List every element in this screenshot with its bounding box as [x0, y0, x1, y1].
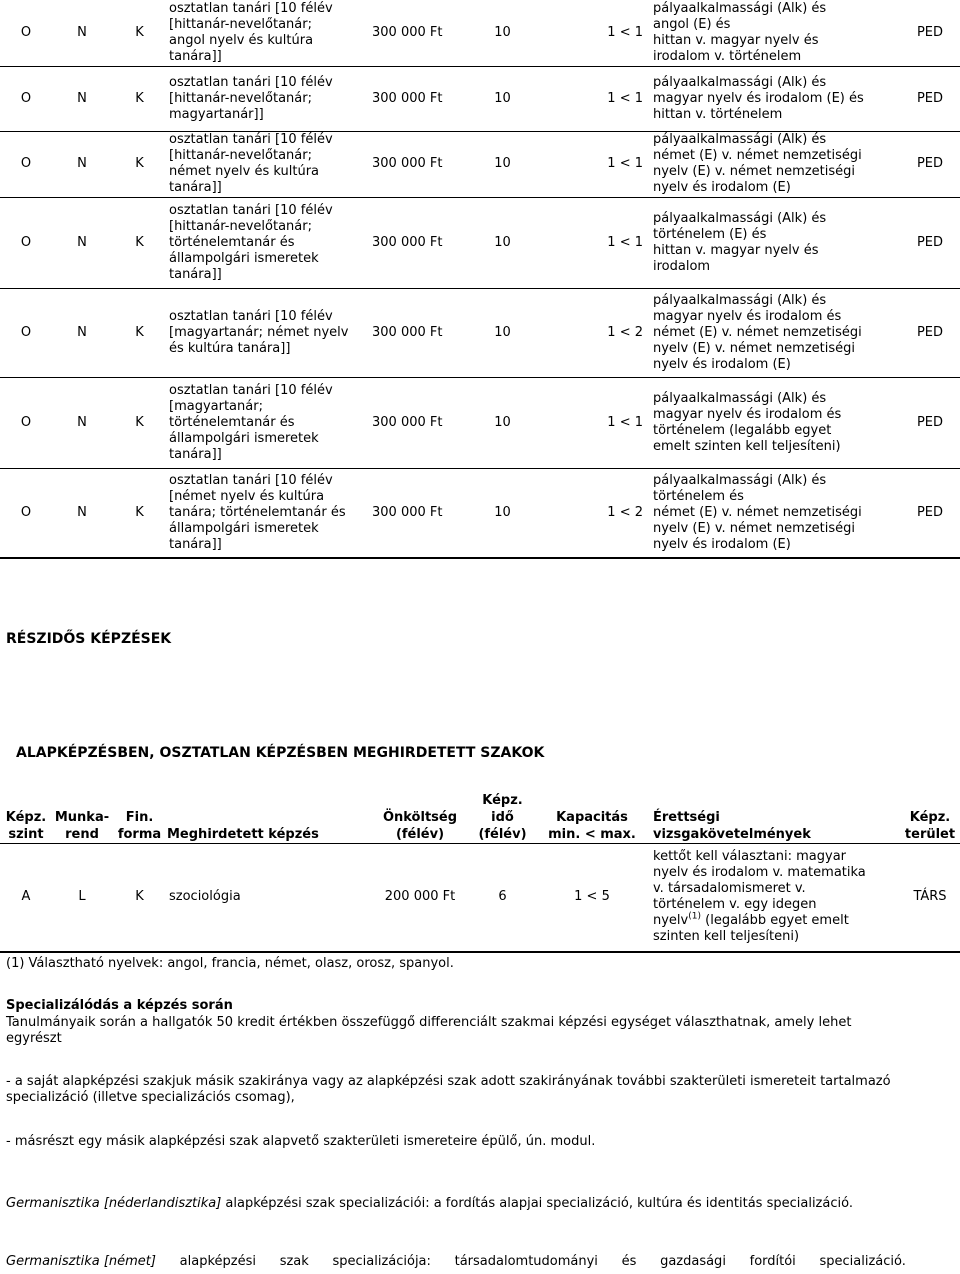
kepzes-line: történelemtanár és — [169, 234, 295, 250]
cell-munkarend: N — [52, 377, 112, 468]
erettsegi-line: pályaalkalmassági (Alk) és — [653, 292, 827, 308]
table-row — [0, 288, 960, 377]
erettsegi-line: magyar nyelv és irodalom (E) és — [653, 90, 864, 106]
erettsegi-line: történelem v. egy idegen — [653, 897, 817, 913]
kepzes-line: tanára]] — [169, 446, 222, 462]
program-name-italic: Germanisztika [néderlandisztika] — [6, 1196, 222, 1211]
footnote-marker: (1) — [688, 911, 701, 922]
cell-onkoltseg: 300 000 Ft — [370, 66, 470, 131]
table-row — [0, 0, 960, 66]
table-row — [0, 66, 960, 131]
cell-kepzes — [167, 288, 370, 377]
kepzes-line: tanára]] — [169, 536, 222, 552]
cell-ido: 10 — [470, 66, 535, 131]
cell-munkarend: N — [52, 197, 112, 288]
specialization-option-1: - a saját alapképzési szakjuk másik szakiránya vagy az alapképzési szak adott szakirányának további szakterületi ismereteit tartalmazó specializáció (illetve specializációs csomag), — [6, 1074, 891, 1105]
table-row — [0, 468, 960, 558]
kepzes-line: [magyartanár; — [169, 398, 263, 414]
erettsegi-line: magyar nyelv és irodalom és — [653, 308, 842, 324]
cell-kapacitas: 1 < 2 — [535, 288, 649, 377]
cell-forma: K — [112, 288, 167, 377]
erettsegi-line: nyelv (E) v. német nemzetiségi — [653, 340, 856, 356]
cell-szint: A — [0, 844, 52, 952]
cell-erettsegi — [649, 468, 900, 558]
cell-szint: O — [0, 288, 52, 377]
erettsegi-line: nyelv (E) v. német nemzetiségi — [653, 164, 856, 179]
kepzes-line: tanára]] — [169, 180, 222, 195]
cell-erettsegi — [649, 197, 900, 288]
cell-szint: O — [0, 377, 52, 468]
cell-munkarend: N — [52, 66, 112, 131]
cell-ido: 10 — [470, 288, 535, 377]
cell-onkoltseg: 300 000 Ft — [370, 0, 470, 66]
cell-forma: K — [112, 468, 167, 558]
specialization-body: Tanulmányaik során a hallgatók 50 kredit értékben összefüggő differenciált szakmai képzési egységet választhatnak, amely lehet egyrészt — [6, 1015, 852, 1046]
cell-erettsegi — [649, 66, 900, 131]
erettsegi-line: német (E) v. német nemzetiségi — [653, 504, 862, 520]
erettsegi-line: nyelv$^{(1)}$ (legalább egyet emelt — [653, 911, 849, 929]
paragraph-word: gazdasági — [660, 1254, 726, 1269]
cell-ido: 10 — [470, 131, 535, 197]
header-onkoltseg: Önköltség (félév) — [370, 792, 470, 844]
kepzes-line: állampolgári ismeretek — [169, 250, 319, 266]
kepzes-line: [magyartanár; német nyelv — [169, 324, 349, 340]
cell-terulet: PED — [900, 468, 960, 558]
erettsegi-line: német (E) v. német nemzetiségi — [653, 148, 862, 163]
header-forma: Fin. forma — [112, 792, 167, 844]
cell-ido: 10 — [470, 468, 535, 558]
cell-kapacitas: 1 < 5 — [535, 844, 649, 952]
cell-forma: K — [112, 844, 167, 952]
cell-terulet: PED — [900, 0, 960, 66]
kepzes-line: magyartanár]] — [169, 106, 264, 122]
erettsegi-line: történelem (E) és — [653, 226, 767, 242]
cell-terulet: PED — [900, 288, 960, 377]
cell-kapacitas: 1 < 1 — [535, 131, 649, 197]
cell-szint: O — [0, 66, 52, 131]
header-kapacitas: Kapacitás min. < max. — [535, 792, 649, 844]
cell-szint: O — [0, 0, 52, 66]
kepzes-line: állampolgári ismeretek — [169, 520, 319, 536]
header-ido: Képz. idő (félév) — [470, 792, 535, 844]
kepzes-line: osztatlan tanári [10 félév — [169, 308, 333, 324]
cell-onkoltseg: 300 000 Ft — [370, 468, 470, 558]
erettsegi-line: pályaalkalmassági (Alk) és — [653, 390, 827, 406]
table-row — [0, 197, 960, 288]
erettsegi-line: magyar nyelv és irodalom és — [653, 406, 842, 422]
table-row — [0, 377, 960, 468]
kepzes-line: osztatlan tanári [10 félév — [169, 202, 333, 218]
cell-terulet: PED — [900, 131, 960, 197]
cell-ido: 6 — [470, 844, 535, 952]
cell-szint: O — [0, 131, 52, 197]
erettsegi-line: nyelv és irodalom (E) — [653, 356, 791, 372]
paragraph-word: és — [621, 1254, 637, 1269]
cell-onkoltseg: 300 000 Ft — [370, 377, 470, 468]
table-row — [0, 844, 960, 952]
section-heading-reszidos: RÉSZIDŐS KÉPZÉSEK — [6, 631, 172, 647]
paragraph-word: szak — [279, 1254, 309, 1269]
cell-kepzes — [167, 0, 370, 66]
paragraph-word: specializációja: — [332, 1254, 431, 1269]
kepzes-line: [hittanár-nevelőtanár; — [169, 16, 312, 32]
cell-onkoltseg: 300 000 Ft — [370, 197, 470, 288]
erettsegi-line: pályaalkalmassági (Alk) és — [653, 74, 827, 90]
kepzes-line: tanára; történelemtanár és — [169, 504, 346, 520]
erettsegi-line: pályaalkalmassági (Alk) és — [653, 472, 827, 488]
erettsegi-line: kettőt kell választani: magyar — [653, 849, 847, 865]
cell-onkoltseg: 300 000 Ft — [370, 288, 470, 377]
kepzes-line: tanára]] — [169, 266, 222, 282]
cell-ido: 10 — [470, 197, 535, 288]
erettsegi-line: nyelv (E) v. német nemzetiségi — [653, 520, 856, 536]
cell-forma: K — [112, 0, 167, 66]
cell-kapacitas: 1 < 2 — [535, 468, 649, 558]
header-erettsegi: Érettségi vizsgakövetelmények — [649, 792, 900, 844]
cell-kapacitas: 1 < 1 — [535, 377, 649, 468]
kepzes-line: német nyelv és kultúra — [169, 164, 320, 179]
erettsegi-line: pályaalkalmassági (Alk) és — [653, 132, 827, 147]
erettsegi-line: irodalom — [653, 258, 711, 274]
cell-erettsegi — [649, 131, 900, 197]
cell-terulet: PED — [900, 66, 960, 131]
header-munkarend: Munka- rend — [52, 792, 112, 844]
cell-erettsegi — [649, 377, 900, 468]
erettsegi-line: v. társadalomismeret v. — [653, 881, 806, 897]
cell-kapacitas: 1 < 1 — [535, 197, 649, 288]
kepzes-line: történelemtanár és — [169, 414, 295, 430]
germanisztika-nederlandisztika-paragraph — [6, 1196, 906, 1212]
cell-terulet: PED — [900, 377, 960, 468]
kepzes-line: [hittanár-nevelőtanár; — [169, 218, 312, 234]
erettsegi-line: hittan v. magyar nyelv és — [653, 242, 819, 258]
cell-kepzes: szociológia — [167, 844, 370, 952]
kepzes-line: osztatlan tanári [10 félév — [169, 382, 333, 398]
erettsegi-line: szinten kell teljesíteni) — [653, 929, 800, 945]
cell-kapacitas: 1 < 1 — [535, 0, 649, 66]
erettsegi-line: nyelv és irodalom (E) — [653, 536, 791, 552]
erettsegi-line: történelem (legalább egyet — [653, 422, 832, 438]
cell-szint: O — [0, 197, 52, 288]
header-terulet: Képz. terület — [900, 792, 960, 844]
cell-erettsegi — [649, 844, 900, 952]
footnote-languages: (1) Választható nyelvek: angol, francia, német, olasz, orosz, spanyol. — [6, 956, 454, 971]
cell-ido: 10 — [470, 377, 535, 468]
cell-kepzes — [167, 131, 370, 197]
cell-forma: K — [112, 197, 167, 288]
paragraph-text: alapképzési szak specializációi: a fordítás alapjai specializáció, kultúra és identitás specializáció. — [221, 1196, 853, 1211]
specialization-option-2: - másrészt egy másik alapképzési szak alapvető szakterületi ismereteire épülő, ún. modul. — [6, 1134, 596, 1149]
cell-forma: K — [112, 377, 167, 468]
cell-munkarend: N — [52, 0, 112, 66]
kepzes-line: [hittanár-nevelőtanár; — [169, 148, 312, 163]
erettsegi-line: hittan v. magyar nyelv és — [653, 32, 819, 48]
cell-munkarend: N — [52, 288, 112, 377]
cell-munkarend: N — [52, 468, 112, 558]
paragraph-word: társadalomtudományi — [454, 1254, 598, 1269]
specialization-title: Specializálódás a képzés során — [6, 998, 233, 1013]
cell-ido: 10 — [470, 0, 535, 66]
erettsegi-line: történelem és — [653, 488, 744, 504]
cell-erettsegi — [649, 0, 900, 66]
kepzes-line: [hittanár-nevelőtanár; — [169, 90, 312, 106]
paragraph-word: fordítói — [749, 1254, 796, 1269]
erettsegi-line: angol (E) és — [653, 16, 731, 32]
paragraph-word: alapképzési — [179, 1254, 256, 1269]
erettsegi-line: német (E) v. német nemzetiségi — [653, 324, 862, 340]
cell-forma: K — [112, 131, 167, 197]
top-program-table — [0, 0, 960, 559]
cell-kepzes — [167, 197, 370, 288]
cell-kepzes — [167, 66, 370, 131]
cell-szint: O — [0, 468, 52, 558]
header-kepzes: Meghirdetett képzés — [167, 792, 370, 844]
erettsegi-line: irodalom v. történelem — [653, 48, 802, 64]
erettsegi-line: pályaalkalmassági (Alk) és — [653, 210, 827, 226]
cell-forma: K — [112, 66, 167, 131]
cell-munkarend: N — [52, 131, 112, 197]
kepzes-line: osztatlan tanári [10 félév — [169, 472, 333, 488]
erettsegi-line: emelt szinten kell teljesíteni) — [653, 438, 841, 454]
program-name-italic: Germanisztika [német] — [6, 1254, 156, 1269]
erettsegi-line: nyelv és irodalom v. matematika — [653, 865, 866, 881]
kepzes-line: tanára]] — [169, 48, 222, 64]
cell-kapacitas: 1 < 1 — [535, 66, 649, 131]
kepzes-line: osztatlan tanári [10 félév — [169, 74, 333, 90]
germanisztika-nemet-paragraph — [6, 1254, 906, 1270]
cell-terulet: TÁRS — [900, 844, 960, 952]
paragraph-word: specializáció. — [819, 1254, 906, 1269]
table-header-row — [0, 792, 960, 844]
header-szint: Képz. szint — [0, 792, 52, 844]
erettsegi-line: nyelv és irodalom (E) — [653, 180, 791, 195]
erettsegi-line: pályaalkalmassági (Alk) és — [653, 0, 827, 16]
cell-onkoltseg: 300 000 Ft — [370, 131, 470, 197]
sociologia-program-table — [0, 792, 960, 953]
cell-erettsegi — [649, 288, 900, 377]
kepzes-line: osztatlan tanári [10 félév — [169, 132, 333, 147]
cell-munkarend: L — [52, 844, 112, 952]
kepzes-line: osztatlan tanári [10 félév — [169, 0, 333, 16]
erettsegi-line: hittan v. történelem — [653, 106, 783, 122]
cell-terulet: PED — [900, 197, 960, 288]
kepzes-line: és kultúra tanára]] — [169, 340, 291, 356]
cell-kepzes — [167, 468, 370, 558]
section-heading-alapkepzes: ALAPKÉPZÉSBEN, OSZTATLAN KÉPZÉSBEN MEGHIRDETETT SZAKOK — [16, 745, 545, 761]
kepzes-line: állampolgári ismeretek — [169, 430, 319, 446]
cell-kepzes — [167, 377, 370, 468]
table-row — [0, 131, 960, 197]
cell-onkoltseg: 200 000 Ft — [370, 844, 470, 952]
kepzes-line: angol nyelv és kultúra — [169, 32, 314, 48]
kepzes-line: [német nyelv és kultúra — [169, 488, 325, 504]
